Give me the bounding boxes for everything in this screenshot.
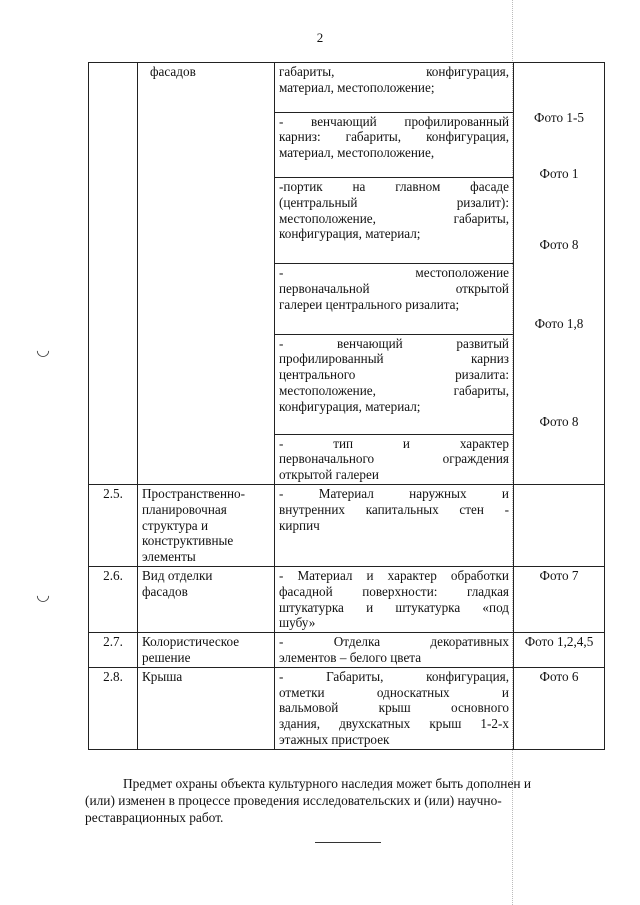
photo-ref: Фото 6 xyxy=(514,667,605,749)
row-name-line: фасадов xyxy=(142,583,188,599)
protection-subject-table xyxy=(88,62,605,750)
desc-line: - венчающий профилированный xyxy=(279,113,509,129)
desc-cell xyxy=(275,112,514,177)
desc-line: кирпич xyxy=(279,517,320,533)
desc-line: - венчающий развитый xyxy=(279,335,509,351)
desc-line: конфигурация, материал; xyxy=(279,398,421,414)
row-number-cell: 2.5. xyxy=(89,484,138,566)
desc-line: - Отделка декоративных xyxy=(279,634,509,650)
row-name-line: фасадов xyxy=(150,64,196,79)
desc-line: отметки односкатных и xyxy=(279,684,509,700)
row-name-line: Вид отделки xyxy=(142,567,213,583)
photo-ref: Фото 7 xyxy=(514,566,605,632)
desc-cell xyxy=(275,177,514,263)
desc-line: конфигурация, материал; xyxy=(279,226,421,242)
desc-line: вальмовой крыш основного xyxy=(279,700,509,716)
desc-line: первоначального ограждения xyxy=(279,451,509,467)
desc-cell xyxy=(275,667,514,749)
photo-ref: Фото 1-5 xyxy=(534,110,584,125)
desc-line: материал, местоположение; xyxy=(279,79,435,95)
paragraph-line: (или) изменен в процессе проведения исследовательских и (или) научно- xyxy=(85,793,502,808)
table-row xyxy=(89,633,605,668)
photo-ref: Фото 8 xyxy=(539,414,579,429)
footer-divider xyxy=(315,842,381,843)
row-number-cell xyxy=(89,63,138,485)
desc-line: центрального ризалита: xyxy=(279,367,509,383)
desc-line: материал, местоположение, xyxy=(279,145,435,161)
photo-column xyxy=(514,63,605,485)
row-name-line: элементы xyxy=(142,549,196,565)
desc-line: шубу» xyxy=(279,615,316,631)
desc-line: - тип и характер xyxy=(279,435,509,451)
desc-line: штукатурка и штукатурка «под xyxy=(279,599,509,615)
closing-paragraph xyxy=(85,775,532,826)
desc-line: - Габариты, конфигурация, xyxy=(279,668,509,684)
desc-line: местоположение, габариты, xyxy=(279,382,509,398)
table-row xyxy=(89,484,605,566)
desc-cell xyxy=(275,633,514,668)
row-name-line: планировочная xyxy=(142,501,227,517)
photo-ref: Фото 1,2,4,5 xyxy=(514,633,605,668)
desc-line: этажных пристроек xyxy=(279,731,390,747)
row-number-cell: 2.7. xyxy=(89,633,138,668)
desc-cell xyxy=(275,434,514,484)
desc-cell xyxy=(275,484,514,566)
desc-line: - местоположение xyxy=(279,265,509,281)
row-number-cell: 2.8. xyxy=(89,667,138,749)
photo-ref: Фото 8 xyxy=(539,237,579,252)
photo-ref: Фото 1,8 xyxy=(534,316,584,331)
desc-cell xyxy=(275,264,514,334)
desc-line: первоначальной открытой xyxy=(279,280,509,296)
desc-cell xyxy=(275,566,514,632)
desc-line: элементов – белого цвета xyxy=(279,649,422,665)
desc-line: внутренних капитальных стен - xyxy=(279,501,509,517)
row-number-cell: 2.6. xyxy=(89,566,138,632)
row-name-line: решение xyxy=(142,649,191,665)
row-name-cell xyxy=(138,667,275,749)
desc-line: местоположение, габариты, xyxy=(279,210,509,226)
desc-line: открытой галереи xyxy=(279,467,379,483)
desc-line: профилированный карниз xyxy=(279,351,509,367)
desc-cell xyxy=(275,334,514,434)
row-name-cell xyxy=(138,63,275,485)
photo-ref: Фото 1 xyxy=(539,166,579,181)
row-name-line: Пространственно- xyxy=(142,485,246,501)
desc-line: карниз: габариты, конфигурация, xyxy=(279,129,509,145)
binder-hole-mark: ◡ xyxy=(36,587,50,604)
desc-line: - Материал наружных и xyxy=(279,485,509,501)
desc-line: здания, двухскатных крыш 1-2-х xyxy=(279,716,509,732)
row-name-cell xyxy=(138,633,275,668)
paragraph-line: реставрационных работ. xyxy=(85,810,224,825)
desc-line: габариты, конфигурация, xyxy=(279,64,509,79)
binder-hole-mark: ◡ xyxy=(36,342,50,359)
page-number: 2 xyxy=(316,30,324,45)
desc-line: галереи центрального ризалита; xyxy=(279,296,460,312)
table-row xyxy=(89,63,605,113)
photo-ref xyxy=(514,484,605,566)
row-name-cell xyxy=(138,566,275,632)
row-name-line: Колористическое xyxy=(142,634,240,650)
table-row xyxy=(89,566,605,632)
row-name-cell xyxy=(138,484,275,566)
row-name-line: конструктивные xyxy=(142,533,234,549)
row-name-line: структура и xyxy=(142,517,209,533)
desc-cell xyxy=(275,63,514,113)
desc-line: (центральный ризалит): xyxy=(279,194,509,210)
desc-line: фасадной поверхности: гладкая xyxy=(279,583,509,599)
row-name-line: Крыша xyxy=(142,668,183,684)
paragraph-line: Предмет охраны объекта культурного наследия может быть дополнен и xyxy=(123,776,532,791)
desc-line: -портик на главном фасаде xyxy=(279,178,509,194)
table-row xyxy=(89,667,605,749)
desc-line: - Материал и характер обработки xyxy=(279,567,509,583)
